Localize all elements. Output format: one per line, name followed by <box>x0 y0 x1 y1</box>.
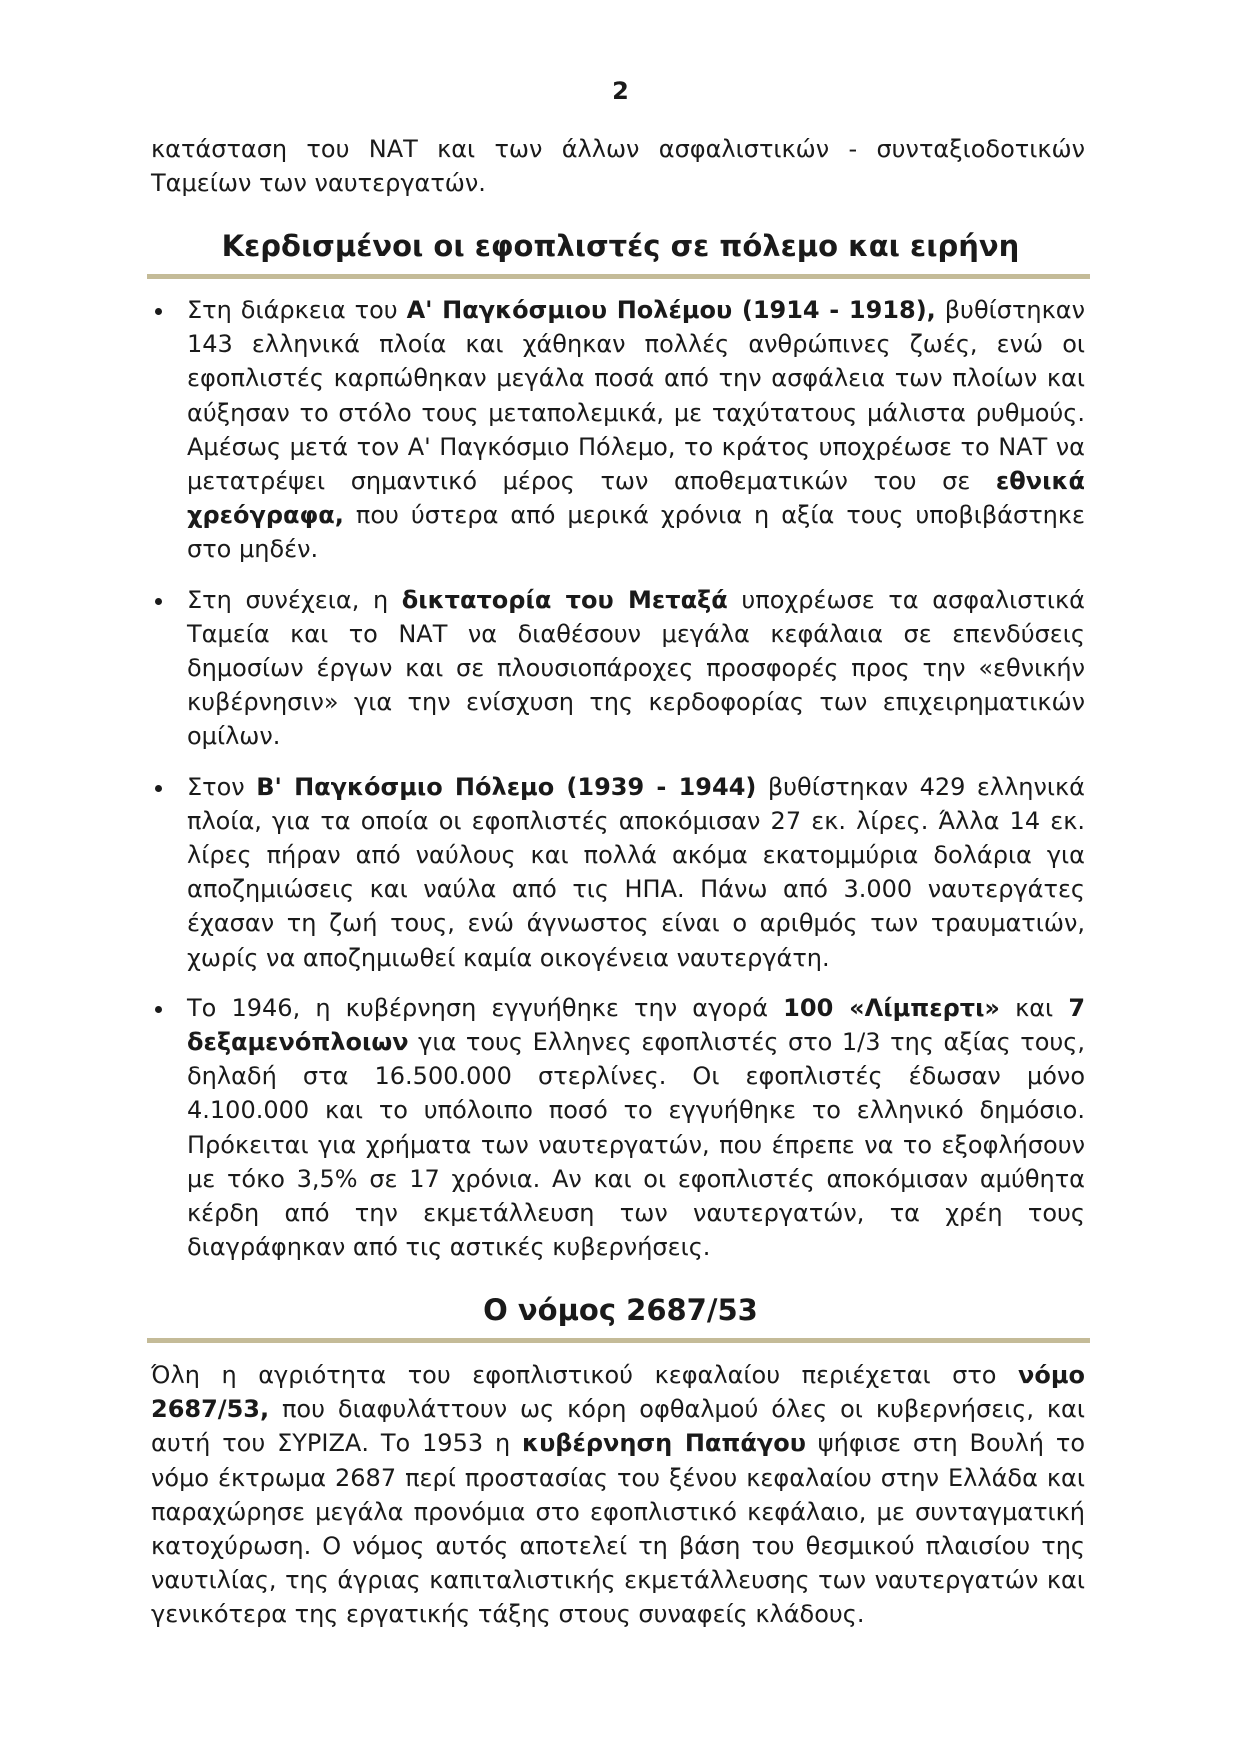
bullet-icon <box>155 598 162 605</box>
section-heading-law: Ο νόμος 2687/53 <box>483 1293 758 1327</box>
section-heading-shipowners: Κερδισμένοι οι εφοπλιστές σε πόλεμο και ειρήνη <box>221 229 1020 263</box>
bullet-icon <box>155 308 162 315</box>
bullet-icon <box>155 785 162 792</box>
intro-paragraph: κατάσταση του ΝΑΤ και των άλλων ασφαλιστικών - συνταξιοδοτικών Ταμείων των ναυτεργατών. <box>151 135 1085 198</box>
bullet-list <box>151 293 1085 1280</box>
heading-rule <box>147 274 1090 279</box>
list-item: Στον Β' Παγκόσμιο Πόλεμο (1939 - 1944) βυθίστηκαν 429 ελληνικά πλοία, για τα οποία οι εφοπλιστές αποκόμισαν 27 εκ. λίρες. Άλλα 14 εκ. λίρες πήραν από ναύλους και πολλά ακόμα εκατομμύρια δολάρια για αποζημιώσεις και ναύλα από τις ΗΠΑ. Πάνω από 3.000 ναυτεργάτες έχασαν τη ζωή τους, ενώ άγνωστος είναι ο αριθμός των τραυματιών, χωρίς να αποζημιωθεί καμία οικογένεια ναυτεργάτη. <box>151 770 1085 975</box>
law-paragraph: Όλη η αγριότητα του εφοπλιστικού κεφαλαίου περιέχεται στο νόμο 2687/53, που διαφυλάττουν ως κόρη οφθαλμού όλες οι κυβερνήσεις, και αυτή του ΣΥΡΙΖΑ. Το 1953 η κυβέρνηση Παπάγου ψήφισε στη Βουλή το νόμο έκτρωμα 2687 περί προστασίας του ξένου κεφαλαίου στην Ελλάδα και παραχώρησε μεγάλα προνόμια στο εφοπλιστικό κεφάλαιο, με συνταγματική κατοχύρωση. Ο νόμος αυτός αποτελεί τη βάση του θεσμικού πλαισίου της ναυτιλίας, της άγριας καπιταλιστικής εκμετάλλευσης των ναυτεργατών και γενικότερα της εργατικής τάξης στους συναφείς κλάδους. <box>151 1361 1085 1629</box>
list-item: Στη συνέχεια, η δικτατορία του Μεταξά υποχρέωσε τα ασφαλιστικά Ταμεία και το ΝΑΤ να διαθέσουν μεγάλα κεφάλαια σε επενδύσεις δημοσίων έργων και σε πλουσιοπάροχες προσφορές προς την «εθνικήν κυβέρνησιν» για την ενίσχυση της κερδοφορίας των επιχειρηματικών ομίλων. <box>151 583 1085 754</box>
heading-rule <box>147 1338 1090 1343</box>
page-number: 2 <box>612 77 629 105</box>
bullet-icon <box>155 1006 162 1013</box>
list-item: Το 1946, η κυβέρνηση εγγυήθηκε την αγορά 100 «Λίμπερτι» και 7 δεξαμενόπλοιων για τους Ελληνες εφοπλιστές στο 1/3 της αξίας τους, δηλαδή στα 16.500.000 στερλίνες. Οι εφοπλιστές έδωσαν μόνο 4.100.000 και το υπόλοιπο ποσό το εγγυήθηκε το ελληνικό δημόσιο. Πρόκειται για χρήματα των ναυτεργατών, που έπρεπε να το εξοφλήσουν με τόκο 3,5% σε 17 χρόνια. Αν και οι εφοπλιστές αποκόμισαν αμύθητα κέρδη από την εκμετάλλευση των ναυτεργατών, τα χρέη τους διαγράφηκαν από τις αστικές κυβερνήσεις. <box>151 991 1085 1265</box>
list-item: Στη διάρκεια του Α' Παγκόσμιου Πολέμου (1914 - 1918), βυθίστηκαν 143 ελληνικά πλοία και χάθηκαν πολλές ανθρώπινες ζωές, ενώ οι εφοπλιστές καρπώθηκαν μεγάλα ποσά από την ασφάλεια των πλοίων και αύξησαν το στόλο τους μεταπολεμικά, με ταχύτατους μάλιστα ρυθμούς. Αμέσως μετά τον Α' Παγκόσμιο Πόλεμο, το κράτος υποχρέωσε το ΝΑΤ να μετατρέψει σημαντικό μέρος των αποθεματικών του σε εθνικά χρεόγραφα, που ύστερα από μερικά χρόνια η αξία τους υποβιβάστηκε στο μηδέν. <box>151 293 1085 567</box>
